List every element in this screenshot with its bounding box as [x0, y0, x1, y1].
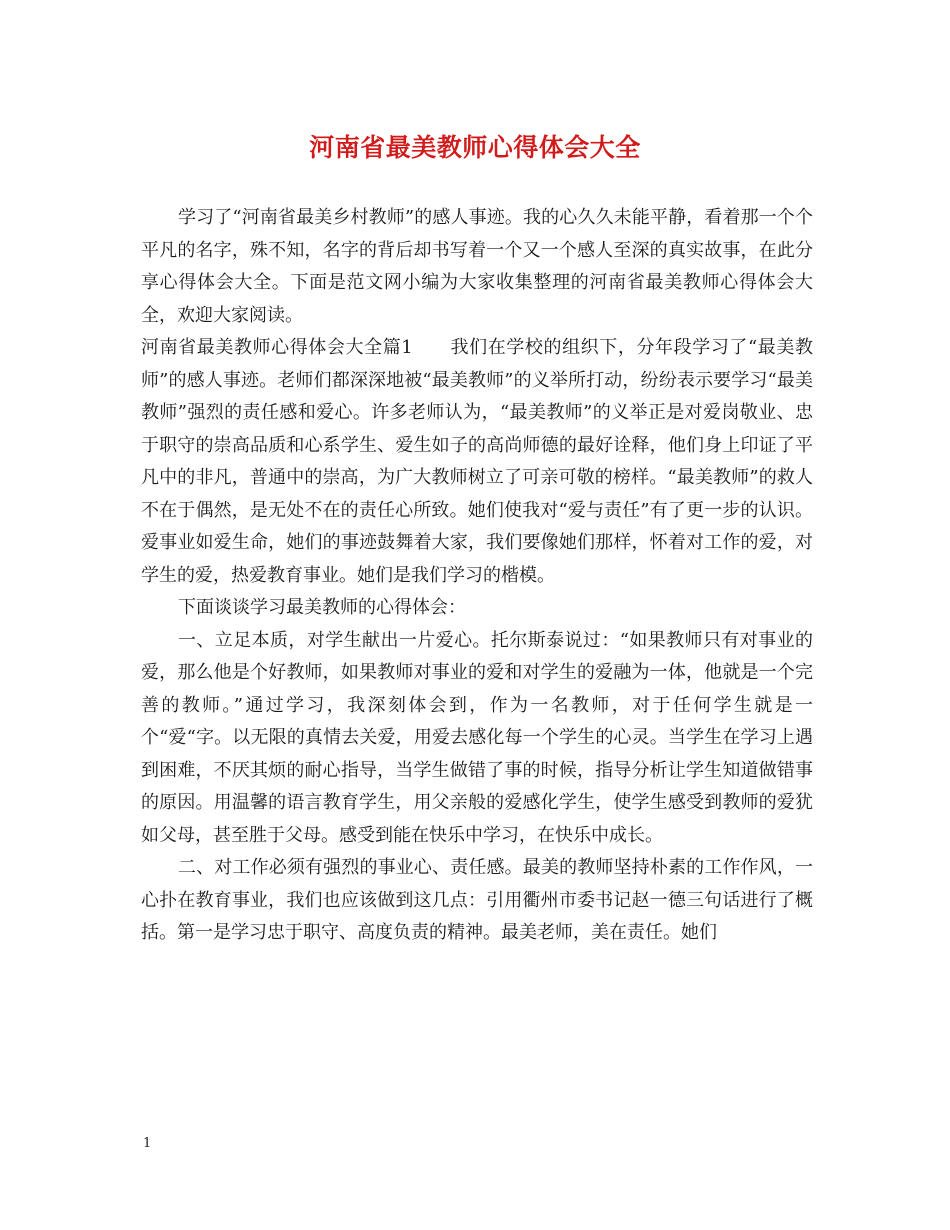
document-body — [141, 202, 813, 950]
paragraph-article-1: 河南省最美教师心得体会大全篇1 我们在学校的组织下，分年段学习了“最美教师”的感人事迹。老师们都深深地被“最美教师”的义举所打动，纷纷表示要学习“最美教师”强烈的责任感和爱心。许多老师认为，“最美教师”的义举正是对爱岗敬业、忠于职守的崇高品质和心系学生、爱生如子的高尚师德的最好诠释，他们身上印证了平凡中的非凡，普通中的崇高，为广大教师树立了可亲可敬的榜样。“最美教师”的救人不在于偶然，是无处不在的责任心所致。她们使我对“爱与责任”有了更一步的认识。爱事业如爱生命，她们的事迹鼓舞着大家，我们要像她们那样，怀着对工作的爱，对学生的爱，热爱教育事业。她们是我们学习的楷模。 — [141, 337, 813, 586]
paragraph-intro: 学习了“河南省最美乡村教师”的感人事迹。我的心久久未能平静，看着那一个个平凡的名字，殊不知，名字的背后却书写着一个又一个感人至深的真实故事，在此分享心得体会大全。下面是范文网小编为大家收集整理的河南省最美教师心得体会大全，欢迎大家阅读。 — [141, 207, 813, 326]
document-title: 河南省最美教师心得体会大全 — [309, 133, 641, 162]
paragraph-point-2: 二、对工作必须有强烈的事业心、责任感。最美的教师坚持朴素的工作作风，一心扑在教育事业，我们也应该做到这几点：引用衢州市委书记赵一德三句话进行了概括。第一是学习忠于职守、高度负责的精神。最美老师，美在责任。她们 — [141, 857, 813, 943]
paragraph-heading-experience: 下面谈谈学习最美教师的心得体会： — [178, 597, 466, 618]
paragraph-point-1: 一、立足本质，对学生献出一片爱心。托尔斯泰说过：“如果教师只有对事业的爱，那么他是个好教师，如果教师对事业的爱和对学生的爱融为一体，他就是一个完善的教师。”通过学习，我深刻体会到，作为一名教师，对于任何学生就是一个“爱“字。以无限的真情去关爱，用爱去感化每一个学生的心灵。当学生在学习上遇到困难，不厌其烦的耐心指导，当学生做错了事的时候，指导分析让学生知道做错事的原因。用温馨的语言教育学生，用父亲般的爱感化学生，使学生感受到教师的爱犹如父母，甚至胜于父母。感受到能在快乐中学习，在快乐中成长。 — [141, 629, 813, 846]
page-number: 1 — [143, 1136, 152, 1151]
